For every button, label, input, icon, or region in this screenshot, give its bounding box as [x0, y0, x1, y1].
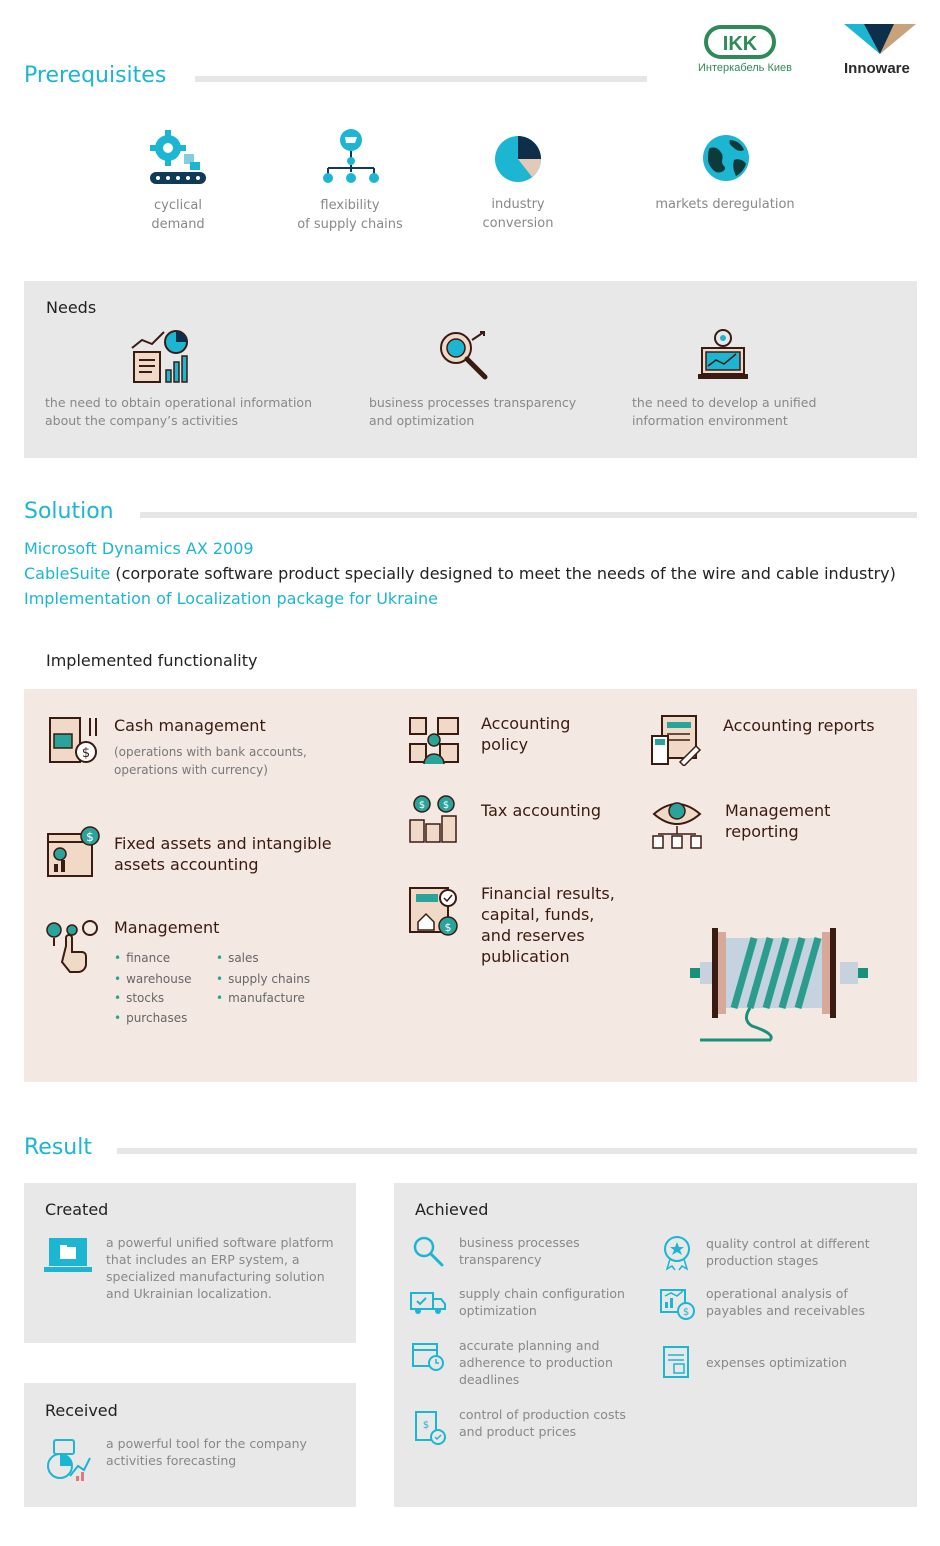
accounting-policy-icon: [408, 714, 460, 766]
tax-accounting-title: Tax accounting: [481, 801, 601, 820]
management-reporting-title: Management reporting: [725, 801, 831, 841]
needs-title: Needs: [46, 298, 97, 317]
svg-text:$: $: [86, 830, 94, 844]
achieved-expenses: expenses optimization: [706, 1355, 847, 1370]
prereq-markets-deregulation: markets deregulation: [655, 197, 795, 212]
quality-badge-icon: [661, 1235, 693, 1271]
prereq-industry-conversion: industry conversion: [482, 197, 554, 231]
financial-results-title: Financial results, capital, funds, and reserves publication: [481, 884, 615, 966]
ikk-logo: [700, 24, 810, 80]
truck-icon: [409, 1289, 447, 1317]
svg-text:$: $: [444, 921, 452, 934]
gear-conveyor-icon: [148, 128, 208, 186]
needs-unified-environment: the need to develop a unified information environment: [632, 395, 817, 428]
fixed-assets-title: Fixed assets and intangible assets accounting: [114, 834, 332, 874]
fixed-assets-icon: [46, 826, 100, 878]
cablesuite-description: (corporate software product specially designed to meet the needs of the wire and cable industry): [110, 564, 896, 583]
management-bullet-sales: • sales: [216, 951, 259, 965]
management-bullet-finance: • finance: [114, 951, 170, 965]
laptop-folder-icon: [44, 1237, 92, 1277]
management-reporting-icon: [650, 796, 704, 850]
svg-text:$: $: [442, 800, 450, 811]
management-bullet-warehouse: • warehouse: [114, 972, 192, 986]
svg-text:$: $: [418, 800, 426, 811]
management-title: Management: [114, 918, 220, 937]
expenses-document-icon: [662, 1345, 692, 1379]
cost-document-icon: [413, 1410, 447, 1446]
solution-cablesuite: [24, 564, 896, 583]
magnifier-icon: [412, 1235, 444, 1267]
innoware-text: Innoware: [844, 60, 910, 77]
needs-operational-info: the need to obtain operational information about the company’s activities: [45, 395, 312, 428]
management-hand-icon: [44, 918, 100, 974]
tax-accounting-icon: [408, 794, 460, 844]
achieved-quality-control: quality control at different production stages: [706, 1236, 870, 1268]
achieved-operational-analysis: operational analysis of payables and receivables: [706, 1286, 865, 1318]
accounting-policy-title: Accounting policy: [481, 714, 571, 754]
globe-icon: [702, 134, 750, 182]
solution-dynamics: Microsoft Dynamics AX 2009: [24, 539, 254, 558]
svg-text:$: $: [682, 1307, 690, 1318]
prereq-cyclical-demand: cyclical demand: [151, 198, 205, 232]
cash-management-desc: (operations with bank accounts, operations with currency): [114, 745, 307, 777]
solution-localization: Implementation of Localization package for Ukraine: [24, 589, 438, 608]
laptop-settings-icon: [696, 328, 750, 382]
cable-spool-illustration: [690, 920, 870, 1050]
achieved-title: Achieved: [415, 1200, 489, 1219]
report-chart-icon: [130, 328, 190, 384]
management-bullet-stocks: • stocks: [114, 991, 164, 1005]
created-title: Created: [45, 1200, 109, 1219]
section-divider: [117, 1148, 917, 1154]
ikk-logo-text: IKK: [722, 33, 758, 55]
management-bullet-manufacture: • manufacture: [216, 991, 305, 1005]
calendar-clock-icon: [411, 1340, 445, 1372]
innoware-logo-mark: [844, 24, 916, 58]
achieved-transparency: business processes transparency: [459, 1235, 580, 1267]
management-bullet-supply-chains: • supply chains: [216, 972, 310, 986]
achieved-planning: accurate planning and adherence to production deadlines: [459, 1338, 613, 1387]
magnifier-analysis-icon: [438, 330, 490, 382]
achieved-cost-control: control of production costs and product prices: [459, 1407, 626, 1439]
supply-network-icon: [322, 128, 380, 186]
svg-text:$: $: [81, 746, 91, 761]
accounting-reports-icon: [650, 714, 702, 766]
solution-title: Solution: [24, 499, 114, 524]
created-description: a powerful unified software platform that includes an ERP system, a specialized manufacturing solution and Ukrainian localization.: [106, 1235, 334, 1301]
accounting-reports-title: Accounting reports: [723, 716, 875, 735]
svg-text:$: $: [422, 1420, 430, 1431]
cash-management-title: Cash management: [114, 716, 266, 735]
achieved-supply-chain: supply chain configuration optimization: [459, 1286, 625, 1318]
financial-results-icon: [408, 884, 460, 938]
forecast-tool-icon: [44, 1436, 92, 1482]
result-title: Result: [24, 1135, 92, 1160]
prerequisites-title: Prerequisites: [24, 63, 167, 88]
prereq-flexibility: flexibility of supply chains: [297, 198, 403, 232]
cablesuite-brand: CableSuite: [24, 564, 111, 583]
pie-chart-icon: [494, 134, 544, 184]
section-divider: [195, 76, 647, 82]
received-title: Received: [45, 1401, 118, 1420]
cash-management-icon: [48, 714, 100, 766]
ikk-caption: Интеркабель Киев: [698, 62, 792, 74]
management-bullet-purchases: • purchases: [114, 1011, 187, 1025]
section-divider: [140, 512, 917, 518]
needs-transparency: business processes transparency and optimization: [369, 395, 577, 428]
innoware-logo: [844, 24, 918, 80]
analytics-money-icon: [659, 1286, 695, 1320]
functionality-title: Implemented functionality: [46, 651, 258, 670]
received-description: a powerful tool for the company activities forecasting: [106, 1436, 307, 1468]
